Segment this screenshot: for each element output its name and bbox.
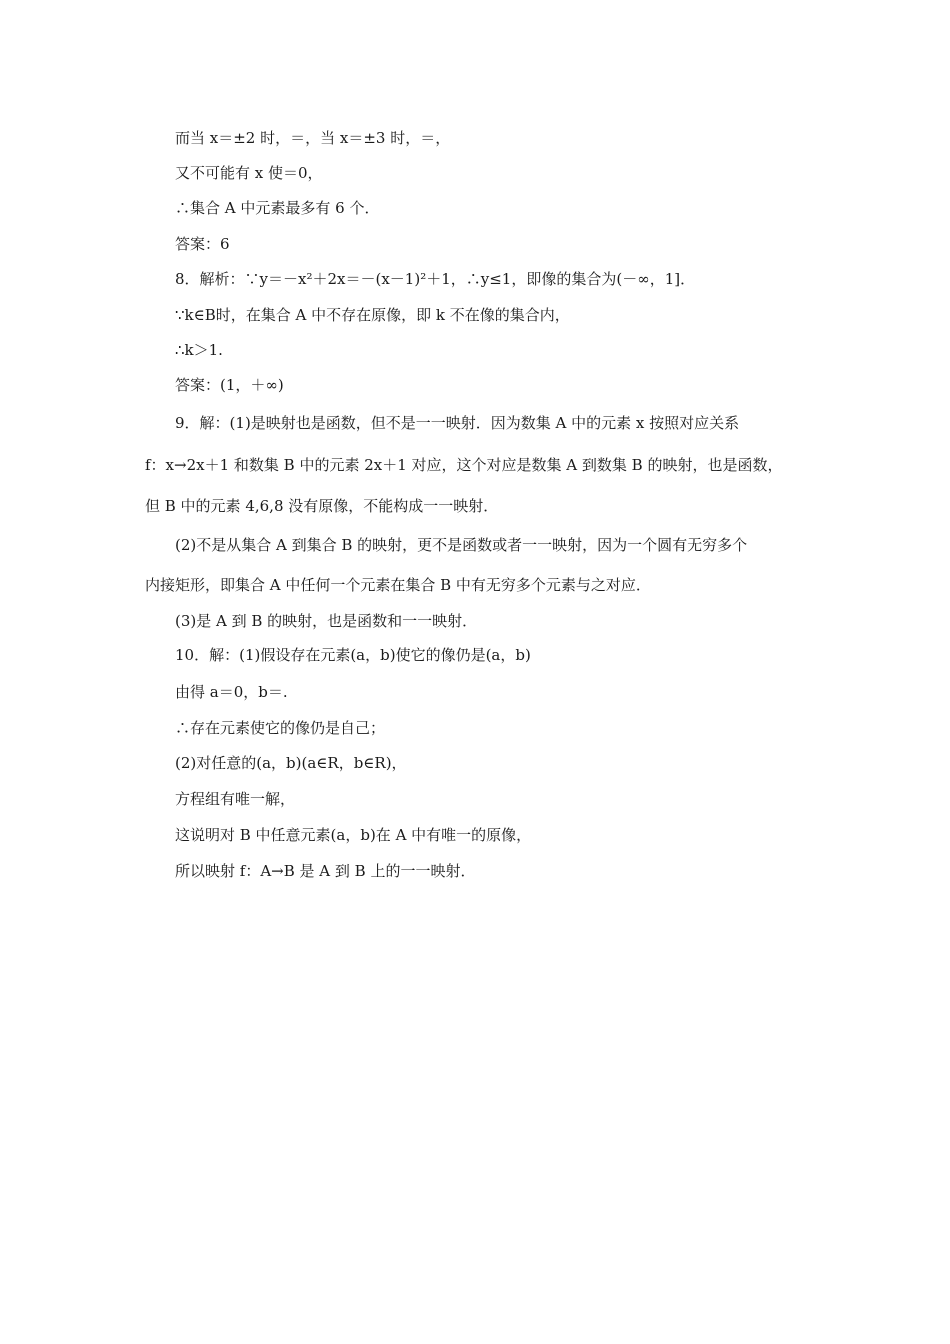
text-line: 由得 a＝0，b＝. — [175, 683, 288, 701]
text-line: ∵k∈B时，在集合 A 中不存在原像，即 k 不在像的集合内， — [175, 306, 570, 324]
text-line: (3)是 A 到 B 的映射，也是函数和一一映射． — [175, 612, 478, 630]
text-line: ∴k＞1. — [175, 341, 223, 359]
text-line: 所以映射 f：A→B 是 A 到 B 上的一一映射． — [175, 862, 476, 880]
text-line: 内接矩形，即集合 A 中任何一个元素在集合 B 中有无穷多个元素与之对应． — [145, 576, 651, 594]
text-line: 这说明对 B 中任意元素(a，b)在 A 中有唯一的原像， — [175, 826, 532, 844]
text-line: 9．解：(1)是映射也是函数，但不是一一映射．因为数集 A 中的元素 x 按照对应关系 — [175, 414, 740, 432]
text-line: 答案：(1，＋∞) — [175, 376, 284, 394]
text-line: 但 B 中的元素 4,6,8 没有原像，不能构成一一映射． — [145, 497, 499, 515]
text-line: ∴集合 A 中元素最多有 6 个． — [175, 199, 380, 217]
text-line: f：x→2x＋1 和数集 B 中的元素 2x＋1 对应，这个对应是数集 A 到数集 B 的映射，也是函数， — [145, 456, 783, 474]
text-line: 方程组有唯一解， — [175, 790, 296, 808]
text-line: 10．解：(1)假设存在元素(a，b)使它的像仍是(a，b) — [175, 646, 531, 664]
text-line: 8．解析：∵y＝－x²＋2x＝－(x－1)²＋1，∴y≤1，即像的集合为(－∞，1]． — [175, 270, 696, 288]
text-line: 又不可能有 x 使＝0， — [175, 164, 323, 182]
text-line: (2)不是从集合 A 到集合 B 的映射，更不是函数或者一一映射，因为一个圆有无穷多个 — [175, 536, 748, 554]
text-line: 答案：6 — [175, 235, 230, 253]
text-line: (2)对任意的(a，b)(a∈R，b∈R)， — [175, 754, 407, 772]
text-line: ∴存在元素使它的像仍是自己； — [175, 719, 386, 737]
text-line: 而当 x＝±2 时，＝，当 x＝±3 时，＝， — [175, 129, 451, 147]
